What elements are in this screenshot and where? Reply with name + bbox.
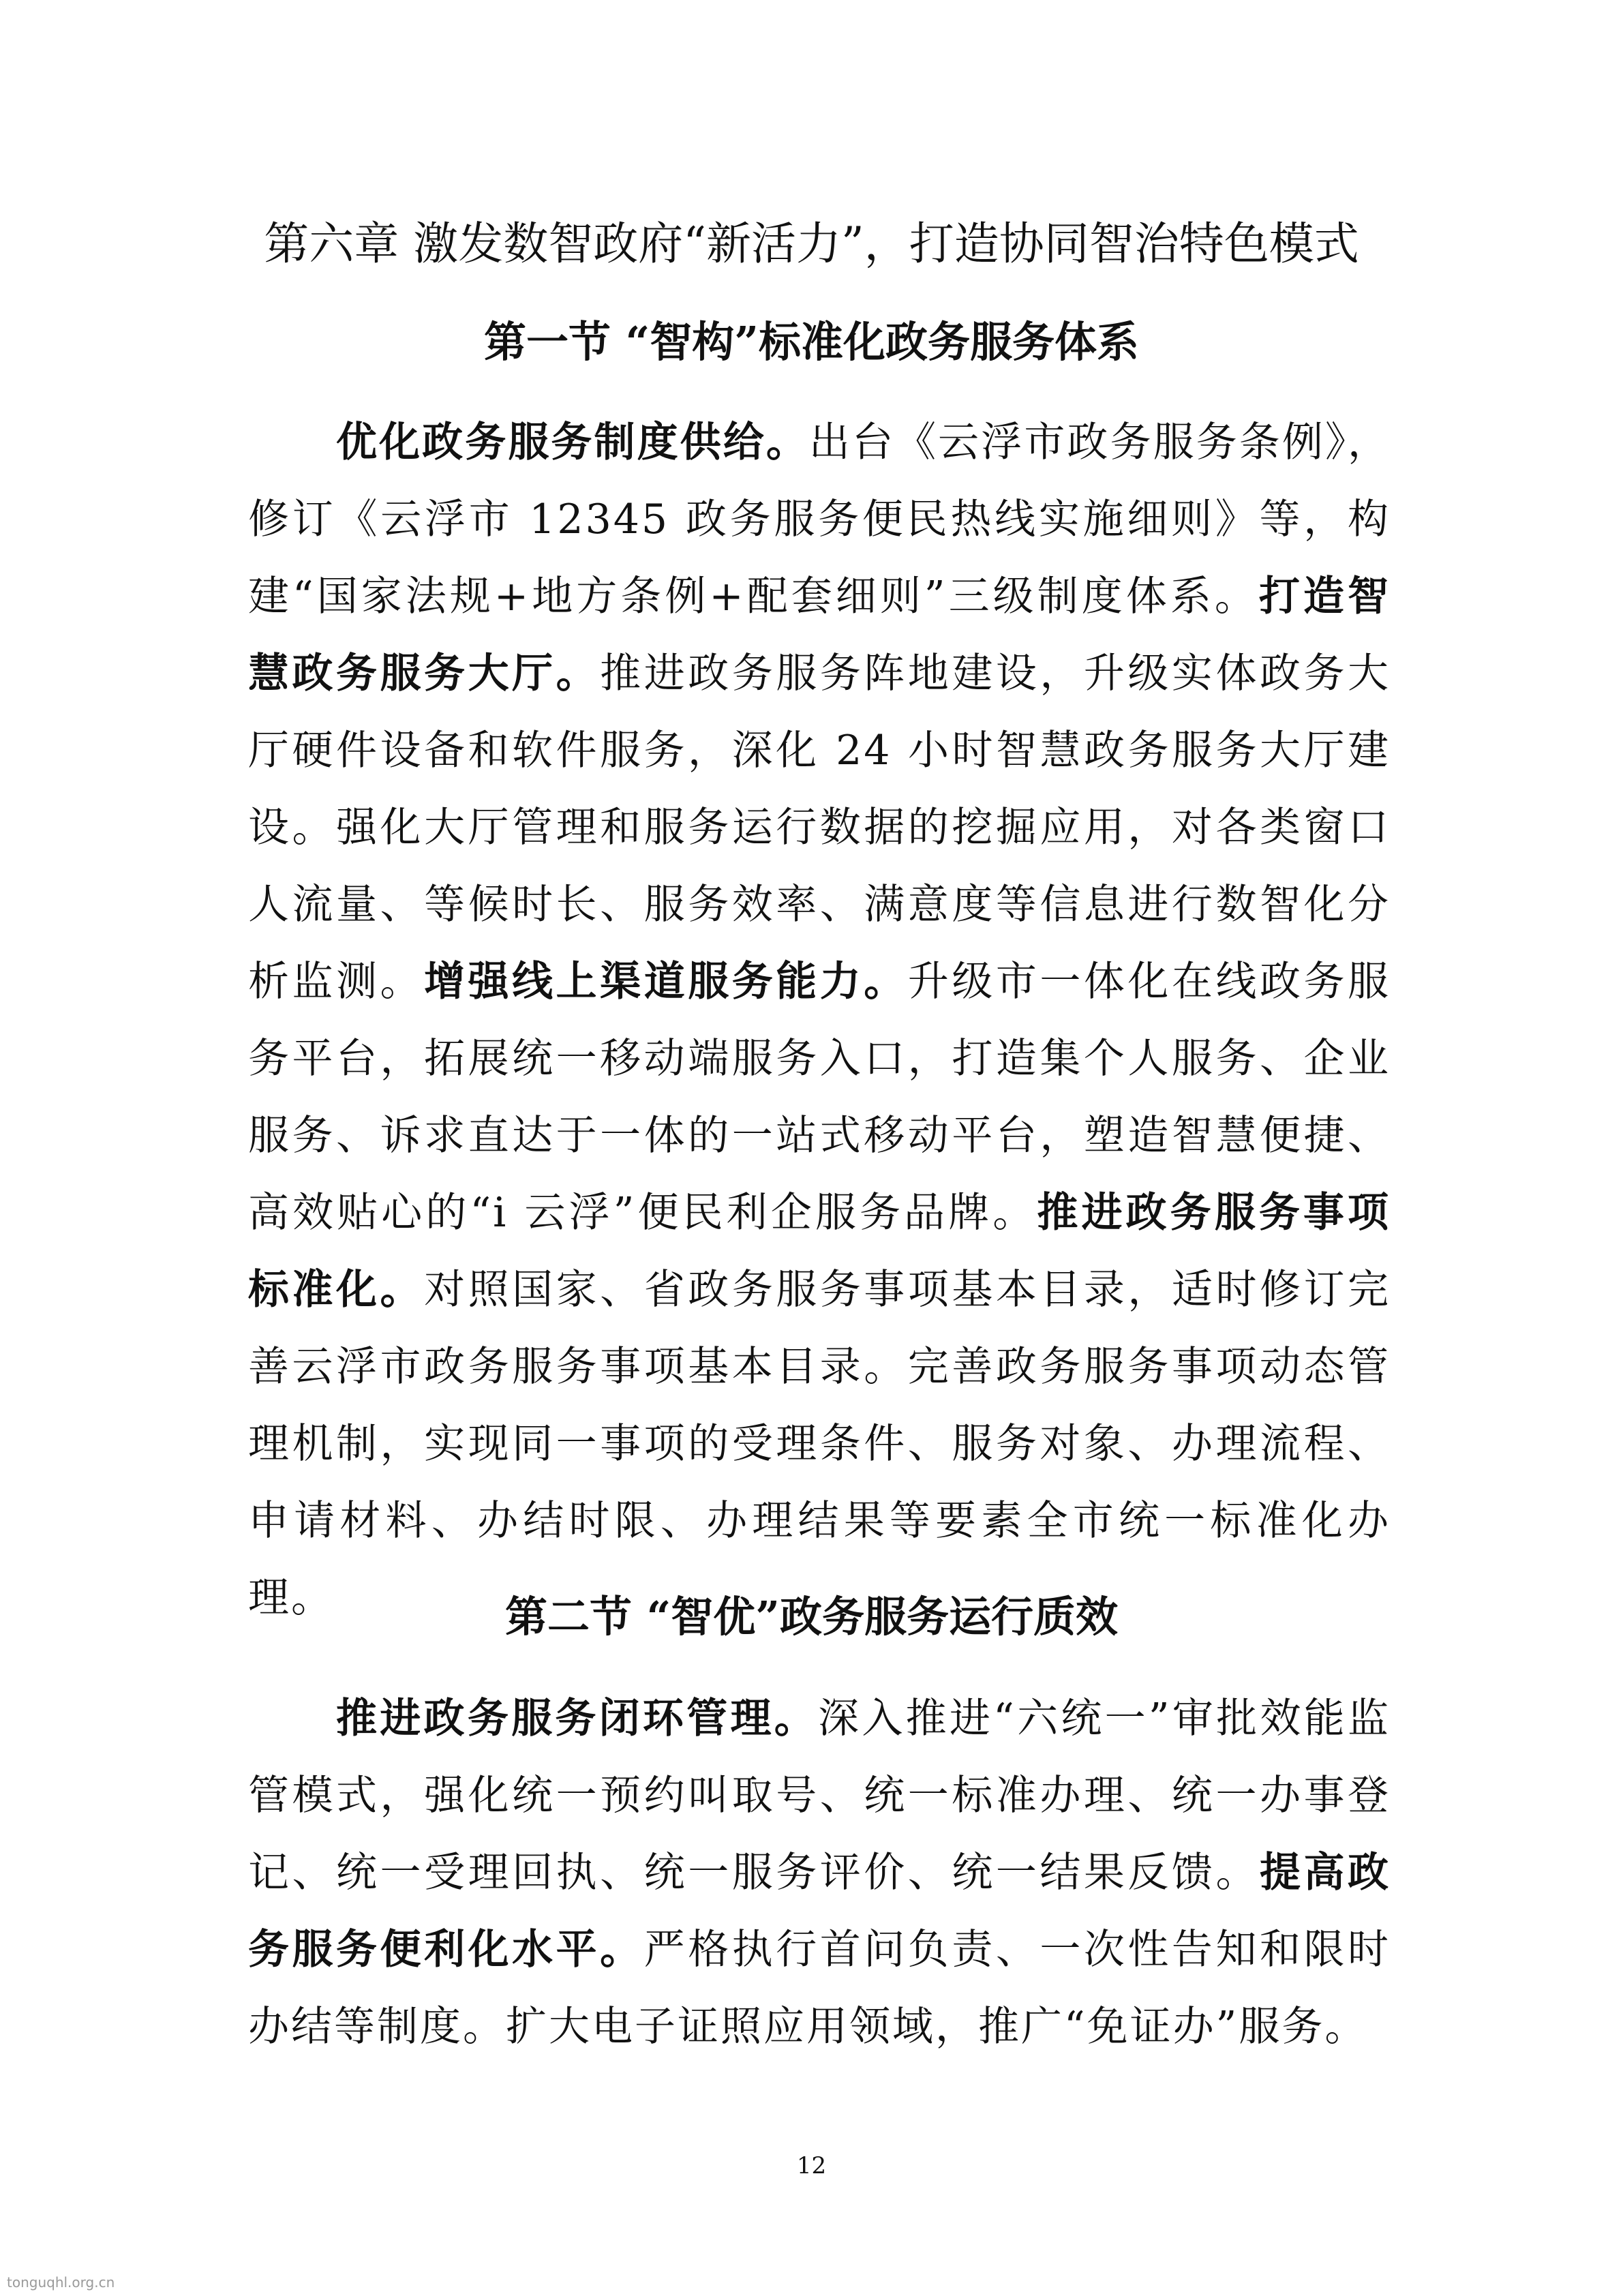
paragraph-text: 对照国家、省政务服务事项基本目录，适时修订完善云浮市政务服务事项基本目录。完善政务服务事项动态管理机制，实现同一事项的受理条件、服务对象、办理流程、申请材料、办结时限、办理结果等要素全市统一标准化办理。	[248, 1266, 1391, 1622]
section2-paragraph	[248, 1680, 1391, 2066]
section1-paragraph	[248, 404, 1391, 1637]
watermark: tonguqhl.org.cn	[7, 2274, 115, 2291]
lead-heading: 提高政务服务便利化水平。	[248, 1849, 1391, 1974]
section-title-1: 第一节 “智构”标准化政务服务体系	[484, 317, 1139, 367]
paragraph-text: 推进政务服务阵地建设，升级实体政务大厅硬件设备和软件服务，深化 24 小时智慧政务服务大厅建设。强化大厅管理和服务运行数据的挖掘应用，对各类窗口人流量、等候时长、服务效率、满意度等信息进行数智化分析监测。	[248, 650, 1391, 1006]
lead-heading: 优化政务服务制度供给。	[336, 419, 809, 466]
chapter-title: 第六章 激发数智政府“新活力”，打造协同智治特色模式	[264, 217, 1359, 270]
paragraph-text: 升级市一体化在线政务服务平台，拓展统一移动端服务入口，打造集个人服务、企业服务、诉求直达于一体的一站式移动平台，塑造智慧便捷、高效贴心的“i 云浮”便民利企服务品牌。	[248, 958, 1391, 1237]
paragraph-text: 严格执行首问负责、一次性告知和限时办结等制度。扩大电子证照应用领域，推广“免证办”服务。	[248, 1926, 1391, 2051]
lead-heading: 推进政务服务闭环管理。	[336, 1695, 819, 1742]
section-title-2: 第二节 “智优”政务服务运行质效	[505, 1592, 1118, 1642]
lead-heading: 打造智慧政务服务大厅。	[248, 573, 1391, 697]
page-number: 12	[796, 2152, 827, 2179]
lead-heading: 推进政务服务事项标准化。	[248, 1189, 1391, 1314]
paragraph-text: 出台《云浮市政务服务条例》，修订《云浮市 12345 政务服务便民热线实施细则》等，构建“国家法规+地方条例+配套细则”三级制度体系。	[248, 419, 1391, 620]
lead-heading: 增强线上渠道服务能力。	[424, 958, 908, 1006]
paragraph-text: 深入推进“六统一”审批效能监管模式，强化统一预约叫取号、统一标准办理、统一办事登记、统一受理回执、统一服务评价、统一结果反馈。	[248, 1695, 1391, 1897]
